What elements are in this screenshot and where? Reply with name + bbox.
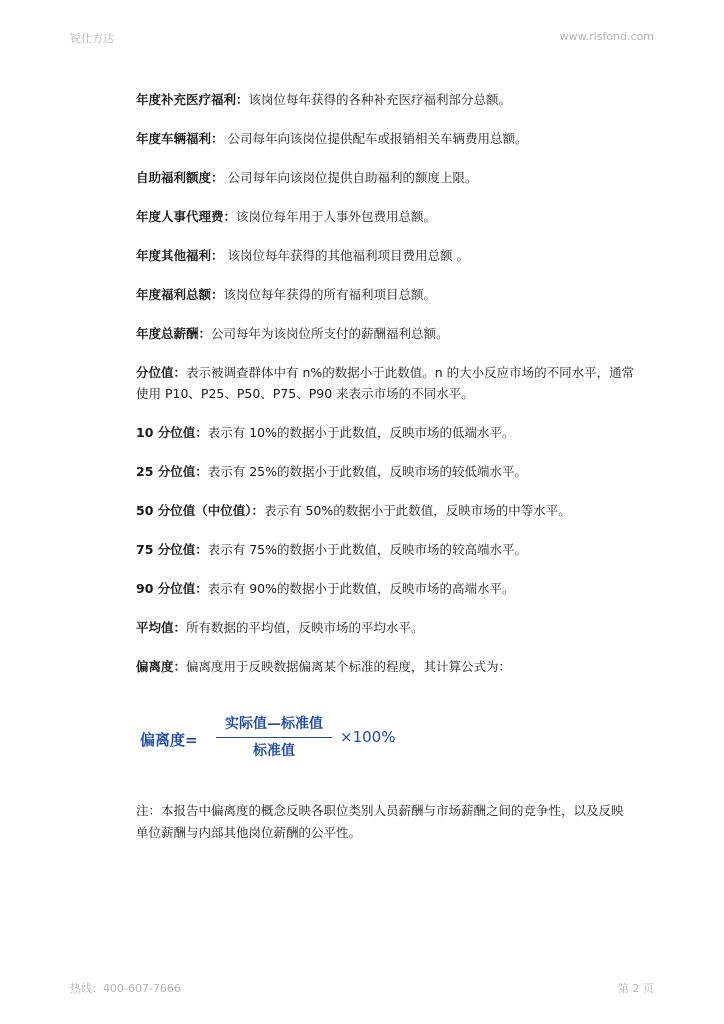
definition-text: 该岗位每年获得的各种补充医疗福利部分总额。	[248, 92, 512, 107]
definition-text: 该岗位每年获得的其他福利项目费用总额 。	[223, 248, 469, 263]
definition-item	[136, 461, 636, 482]
definition-text: 表示有 25%的数据小于此数值，反映市场的较低端水平。	[207, 464, 528, 479]
definition-text: 表示被调查群体中有 n%的数据小于此数值。n 的大小反应市场的不同水平，通常使用 P10、P25、P50、P75、P90 来表示市场的不同水平。	[136, 365, 635, 401]
definition-text: 所有数据的平均值，反映市场的平均水平。	[186, 620, 424, 635]
definition-term: 年度车辆福利：	[136, 131, 224, 146]
definition-term: 自助福利额度：	[136, 170, 224, 185]
definition-item	[136, 284, 636, 305]
deviation-formula	[140, 714, 440, 764]
definition-text: 表示有 10%的数据小于此数值，反映市场的低端水平。	[207, 425, 515, 440]
definition-text: 表示有 50%的数据小于此数值，反映市场的中等水平。	[264, 503, 571, 518]
definition-term: 分位值：	[136, 365, 187, 380]
definition-term: 年度其他福利：	[136, 248, 224, 263]
definition-item	[136, 422, 636, 443]
definition-text: 表示有 75%的数据小于此数值，反映市场的较高端水平。	[207, 542, 528, 557]
report-note: 注：本报告中偏离度的概念反映各职位类别人员薪酬与市场薪酬之间的竞争性，以及反映单位薪酬与内部其他岗位薪酬的公平性。	[136, 803, 624, 840]
definition-text: 该岗位每年用于人事外包费用总额。	[236, 209, 437, 224]
footer-page-number: 第 2 页	[618, 982, 654, 995]
definition-text: 该岗位每年获得的所有福利项目总额。	[223, 287, 437, 302]
footer-hotline: 热线：400-607-7666	[70, 982, 181, 995]
formula-numerator: 实际值—标准值	[225, 716, 323, 732]
formula-denominator: 标准值	[253, 743, 295, 759]
definition-term: 年度补充医疗福利：	[136, 92, 249, 107]
formula-lhs: 偏离度=	[140, 731, 198, 749]
formula-rhs: ×100%	[340, 728, 396, 746]
definition-item	[136, 500, 636, 521]
definition-term: 90 分位值：	[136, 581, 208, 596]
definition-item	[136, 362, 636, 404]
formula-fraction	[216, 714, 332, 762]
definition-text: 偏离度用于反映数据偏离某个标准的程度，其计算公式为：	[186, 659, 512, 674]
definition-item	[136, 89, 636, 110]
definition-text: 公司每年为该岗位所支付的薪酬福利总额。	[211, 326, 449, 341]
definition-term: 10 分位值：	[136, 425, 208, 440]
definition-item	[136, 245, 636, 266]
definition-item	[136, 578, 636, 599]
definition-item	[136, 539, 636, 560]
definition-term: 年度总薪酬：	[136, 326, 212, 341]
definition-text: 表示有 90%的数据小于此数值，反映市场的高端水平。	[207, 581, 515, 596]
definitions-list	[136, 89, 636, 695]
header-website: www.risfond.com	[559, 30, 654, 43]
definition-item	[136, 656, 636, 677]
definition-term: 偏离度：	[136, 659, 187, 674]
definition-term: 年度福利总额：	[136, 287, 224, 302]
definition-term: 50 分位值（中位值）：	[136, 503, 264, 518]
definition-term: 平均值：	[136, 620, 187, 635]
definition-text: 公司每年向该岗位提供自助福利的额度上限。	[223, 170, 478, 185]
definition-text: 公司每年向该岗位提供配车或报销相关车辆费用总额。	[223, 131, 528, 146]
definition-item	[136, 206, 636, 227]
definition-term: 75 分位值：	[136, 542, 208, 557]
definition-item	[136, 323, 636, 344]
header-company-name: 锐仕方达	[70, 32, 114, 45]
fraction-bar	[216, 737, 332, 738]
definition-term: 年度人事代理费：	[136, 209, 237, 224]
definition-term: 25 分位值：	[136, 464, 208, 479]
definition-item	[136, 617, 636, 638]
definition-item	[136, 128, 636, 149]
definition-item	[136, 167, 636, 188]
